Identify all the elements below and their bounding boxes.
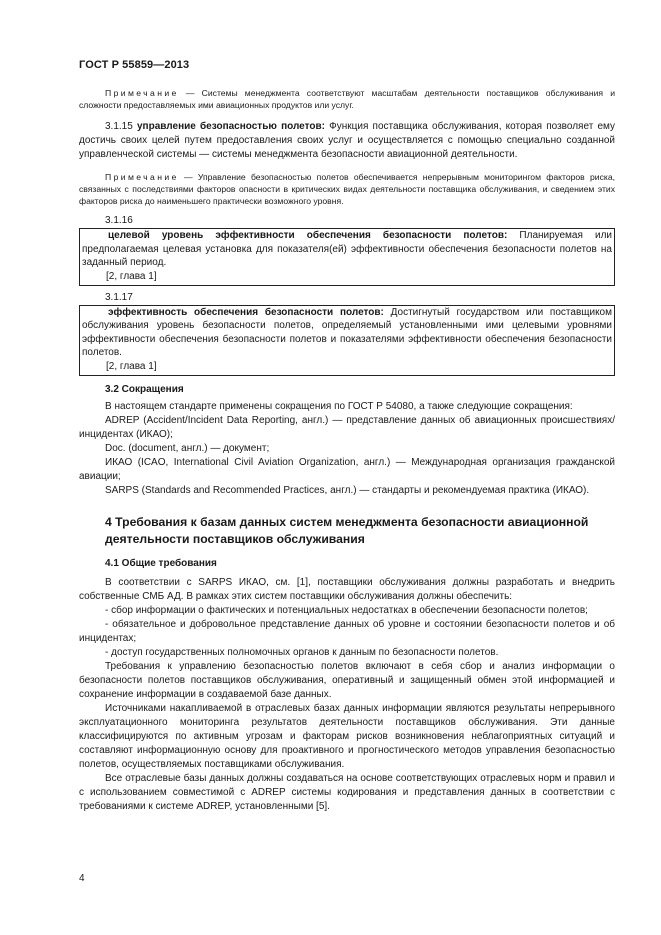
definition-box-3-1-17 bbox=[79, 305, 615, 376]
list-item: - обязательное и добровольное представление данных об уровне и состоянии безопасности полетов и об инцидентах; bbox=[79, 618, 615, 644]
note-2 bbox=[79, 171, 615, 207]
page-number: 4 bbox=[79, 873, 85, 884]
definition-text: Планируемая или предполагаемая целевая установка для показателя(ей) эффективности обеспечения безопасности полетов на заданный период. bbox=[82, 230, 612, 268]
list-item: - доступ государственных полномочных органов к данным по безопасности полетов. bbox=[105, 646, 499, 658]
abbreviation-item: Doc. (document, англ.) — документ; bbox=[105, 442, 270, 454]
definition-number-3-1-17: 3.1.17 bbox=[105, 291, 133, 303]
definition-number: 3.1.15 bbox=[105, 121, 133, 132]
note-text: — Управление безопасностью полетов обеспечивается непрерывным мониторингом факторов риска, связанных с последствиями факторов опасности в критических видах деятельности поставщика обслуживания, и сведением этих факторов риска до наименьшего практически возможного уровня. bbox=[79, 172, 615, 206]
definition-3-1-17 bbox=[82, 306, 612, 360]
body-paragraph: Источниками накапливаемой в отраслевых базах данных информации являются результаты непрерывного эксплуатационного мониторинга результатов деятельности поставщиков обслуживания. Эти данные классифицируются по активным угрозам и факторам рисков возникновения неблагоприятных ситуаций и составляют информационную основу для проактивного и прогностического методов управления безопасностью полетов, осуществляемых поставщиками обслуживания. bbox=[79, 702, 615, 770]
definition-box-3-1-16 bbox=[79, 228, 615, 286]
definition-reference: [2, глава 1] bbox=[106, 360, 157, 372]
abbreviation-item: SARPS (Standards and Recommended Practices, англ.) — стандарты и рекомендуемая практика (ИКАО). bbox=[105, 484, 590, 496]
abbreviation-item: ИКАО (ICAO, International Civil Aviation Organization, англ.) — Международная организация гражданской авиации; bbox=[79, 456, 615, 482]
definition-3-1-16 bbox=[82, 229, 612, 270]
section-3-2-heading: 3.2 Сокращения bbox=[105, 383, 184, 395]
definition-term: эффективность обеспечения безопасности полетов: bbox=[108, 306, 384, 318]
abbreviation-item: ADREP (Accident/Incident Data Reporting, англ.) — представление данных об авиационных происшествиях/инцидентах (ИКАО); bbox=[79, 414, 615, 440]
definition-text: Функция поставщика обслуживания, которая позволяет ему достичь своих целей путем предоставления своих услуг и осуществляется с помощью специально созданной управленческой системы — системы менеджмента безопасности авиационной деятельности. bbox=[79, 121, 615, 160]
definition-text: Достигнутый государством или поставщиком обслуживания уровень безопасности полетов, определяемый установленными ими целевыми уровнями эффективности обеспечения безопасности полетов и показателями эффективности обеспечения безопасности полетов. bbox=[82, 306, 612, 358]
body-paragraph: В соответствии с SARPS ИКАО, см. [1], поставщики обслуживания должны разработать и внедрить собственные СМБ АД. В рамках этих систем поставщики обслуживания должны обеспечить: bbox=[79, 576, 615, 602]
note-text: — Системы менеджмента соответствуют масштабам деятельности поставщиков обслуживания и сложности предоставляемых ими авиационных продуктов или услуг. bbox=[79, 88, 615, 110]
list-item: - сбор информации о фактических и потенциальных недостатках в обеспечении безопасности полетов; bbox=[105, 604, 588, 616]
document-header: ГОСТ Р 55859—2013 bbox=[79, 59, 190, 71]
body-paragraph: Все отраслевые базы данных должны создаваться на основе соответствующих отраслевых норм и правил и с использованием совместимой с ADREP системы кодирования и представления данных в соответствии с требованиями к системе ADREP, установленными [5]. bbox=[79, 772, 615, 812]
note-1 bbox=[79, 87, 615, 111]
abbreviations-intro: В настоящем стандарте применены сокращения по ГОСТ Р 54080, а также следующие сокращения: bbox=[105, 400, 573, 412]
definition-number-3-1-16: 3.1.16 bbox=[105, 215, 133, 226]
document-body bbox=[79, 87, 615, 814]
note-label: Примечание bbox=[105, 88, 179, 98]
definition-reference: [2, глава 1] bbox=[106, 270, 157, 282]
note-label: Примечание bbox=[105, 172, 179, 182]
section-4-1-heading: 4.1 Общие требования bbox=[105, 557, 217, 569]
definition-term: целевой уровень эффективности обеспечения безопасности полетов: bbox=[108, 230, 508, 241]
definition-term: управление безопасностью полетов: bbox=[137, 121, 325, 132]
body-paragraph: Требования к управлению безопасностью полетов включают в себя сбор и анализ информации о безопасности полетов поставщиков обслуживания, оперативный и защищенный обмен этой информацией и сохранение информации в создаваемой базе данных. bbox=[79, 660, 615, 700]
section-4-heading: 4 Требования к базам данных систем менеджмента безопасности авиационной деятельности поставщиков обслуживания bbox=[105, 514, 589, 546]
definition-3-1-15 bbox=[79, 120, 615, 162]
